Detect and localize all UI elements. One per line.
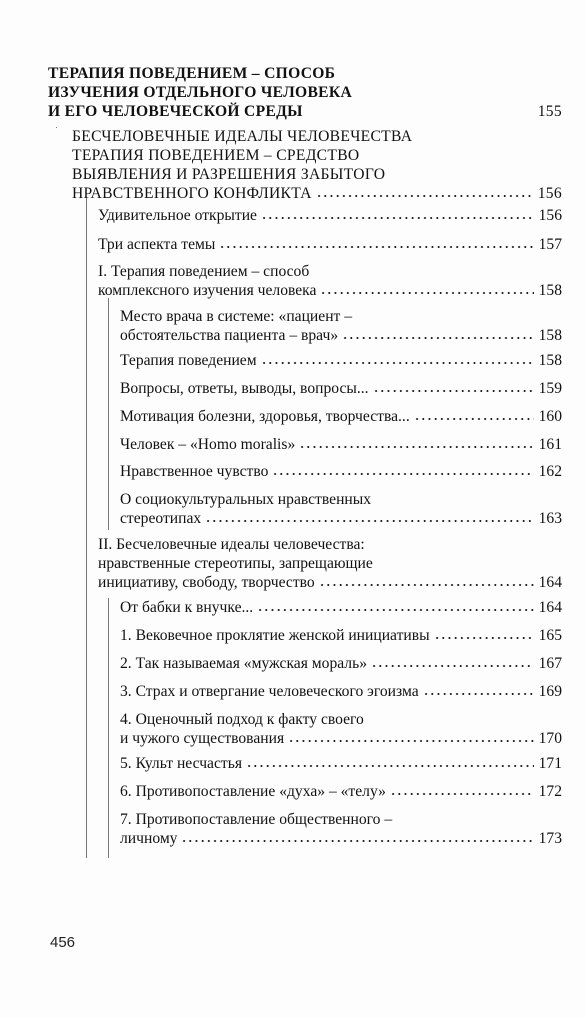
toc-entry-sub[interactable]: 5. Культ несчастья 171 xyxy=(120,755,562,772)
toc-entry-sub[interactable]: Вопросы, ответы, выводы, вопросы... 159 xyxy=(120,380,562,397)
toc-entry-sub[interactable]: 3. Страх и отвергание человеческого эгоизма 169 xyxy=(120,683,562,700)
toc-entry-sub[interactable]: От бабки к внучке... 164 xyxy=(120,599,562,616)
toc-entry-sub[interactable]: Нравственное чувство 162 xyxy=(120,463,562,480)
toc-entry-sub[interactable]: 4. Оценочный подход к факту своего и чужого существования 170 xyxy=(120,711,562,747)
section-rule xyxy=(56,127,57,128)
toc-entry-sub[interactable]: Терапия поведением 158 xyxy=(120,352,562,369)
toc-entry-part[interactable]: ТЕРАПИЯ ПОВЕДЕНИЕМ – СПОСОБ ИЗУЧЕНИЯ ОТДЕЛЬНОГО ЧЕЛОВЕКА И ЕГО ЧЕЛОВЕЧЕСКОЙ СРЕДЫ 155 xyxy=(48,65,562,120)
toc-entry-sub[interactable]: Место врача в системе: «пациент – обстоятельства пациента – врач» 158 xyxy=(120,308,562,344)
toc-entry[interactable]: I. Терапия поведением – способ комплексного изучения человека 158 xyxy=(98,263,562,299)
toc-entry[interactable]: Удивительное открытие 156 xyxy=(98,207,562,224)
toc-entry-sub[interactable]: 2. Так называемая «мужская мораль» 167 xyxy=(120,655,562,672)
toc-entry-chapter[interactable]: БЕСЧЕЛОВЕЧНЫЕ ИДЕАЛЫ ЧЕЛОВЕЧЕСТВА ТЕРАПИЯ ПОВЕДЕНИЕМ – СРЕДСТВО ВЫЯВЛЕНИЯ И РАЗРЕШЕНИЯ ЗАБЫТОГО НРАВСТВЕННОГО КОНФЛИКТА 156 xyxy=(72,128,562,202)
page-number: 456 xyxy=(50,934,76,951)
level2-rule-b xyxy=(108,598,109,858)
toc-entry-sub[interactable]: О социокультуральных нравственных стереотипах 163 xyxy=(120,491,562,527)
toc-entry[interactable]: II. Бесчеловечные идеалы человечества: нравственные стереотипы, запрещающие инициативу, свободу, творчество 164 xyxy=(98,536,562,591)
toc-entry-sub[interactable]: 7. Противопоставление общественного – личному 173 xyxy=(120,811,562,847)
level2-rule xyxy=(108,298,109,530)
toc-entry-sub[interactable]: 6. Противопоставление «духа» – «телу» 172 xyxy=(120,783,562,800)
toc-entry-sub[interactable]: Человек – «Homo moralis» 161 xyxy=(120,436,562,453)
level1-rule xyxy=(86,198,87,858)
toc-entry-sub[interactable]: Мотивация болезни, здоровья, творчества... 160 xyxy=(120,408,562,425)
toc-entry-sub[interactable]: 1. Вековечное проклятие женской инициативы 165 xyxy=(120,627,562,644)
toc-entry[interactable]: Три аспекта темы 157 xyxy=(98,236,562,253)
